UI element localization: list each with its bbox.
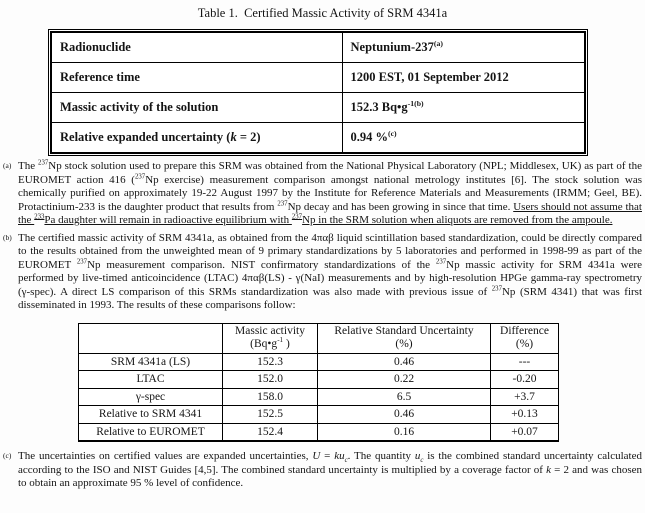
comparison-header-line: Massic activity <box>235 324 305 337</box>
comparison-header-line: (%) <box>395 338 413 350</box>
comparison-cell: 152.4 <box>223 423 318 441</box>
certification-row-value: 0.94 %$^{(c)}$ <box>342 123 585 154</box>
certification-row-label: Massic activity of the solution <box>51 93 342 123</box>
comparison-cell: LTAC <box>79 371 223 389</box>
comparison-header-row <box>79 323 559 353</box>
footnote-a <box>3 160 642 228</box>
comparison-cell: +3.7 <box>491 388 559 406</box>
comparison-table-head <box>79 323 559 353</box>
certification-row <box>51 63 585 93</box>
comparison-cell: Relative to EUROMET <box>79 423 223 441</box>
footnote-b-text: The certified massic activity of SRM 4341a, as obtained from the 4παβ liquid scintillation based standardization, could be directly compared to the results obtained from the unweighted mean of 9 primary standardizations by 5 laboratories and performed in 1998-99 as part of the EUROMET $^{237}$Np measurement comparison. NIST confirmatory standardizations of the $^{237}$Np massic activity for SRM 4341a were performed by live-timed anticoincidence (LTAC) 4παβ(LS) - γ(NaI) measurements and by high-resolution HPGe gamma-ray spectrometry (γ-spec). A direct LS comparison of this SRMs standardization was also made with previous issue of $^{237}$Np (SRM 4341) that was first disseminated in 1993. The results of these comparisons follow: <box>18 231 643 311</box>
footnote-b <box>3 232 642 313</box>
footnote-a-text: The $^{237}$Np stock solution used to prepare this SRM was obtained from the National Physical Laboratory (NPL; Middlesex, UK) as part of the EUROMET action 416 ($^{237}$Np exercise) measurement comparison amongst national metrology institutes [6]. The stock solution was chemically purified on approximately 19-22 August 1997 by the Institute for Reference Materials and Measurements (IRMM; Geel, BE). Protactinium-233 is the daughter product that results from $^{237}$Np decay and has been growing in since that time. Users should not assume that the $^{233}$Pa daughter will remain in radioactive equilibrium with $^{237}$Np in the SRM solution when aliquots are removed from the ampoule. <box>18 159 643 226</box>
comparison-row <box>79 388 559 406</box>
certification-row-value: Neptunium-237$^{(a)}$ <box>342 32 585 63</box>
certification-table-body <box>51 32 585 153</box>
comparison-header-line: ($Bq•g^{-1}$ ) <box>250 336 290 350</box>
footnote-b-marker: (b) <box>3 232 12 242</box>
comparison-cell: +0.13 <box>491 406 559 424</box>
comparison-cell: 6.5 <box>318 388 491 406</box>
comparison-header-cell <box>491 323 559 353</box>
comparison-row <box>79 406 559 424</box>
comparison-cell: 0.46 <box>318 353 491 371</box>
footnote-a-marker: (a) <box>3 161 12 170</box>
table-caption: Table 1. Certified Massic Activity of SRM 4341a <box>197 6 448 20</box>
comparison-header-line: Difference <box>500 324 549 337</box>
footnotes-section <box>3 160 642 495</box>
certification-row-label: Radionuclide <box>51 32 342 63</box>
comparison-cell: 0.22 <box>318 371 491 389</box>
certification-table-frame <box>48 29 588 156</box>
comparison-table <box>78 323 559 443</box>
certification-row <box>51 32 585 63</box>
certification-table <box>50 31 586 154</box>
comparison-cell: 152.3 <box>223 353 318 371</box>
comparison-cell: 152.0 <box>223 371 318 389</box>
comparison-cell: 158.0 <box>223 388 318 406</box>
comparison-cell: 0.16 <box>318 423 491 441</box>
certification-row-label: Reference time <box>51 63 342 93</box>
comparison-cell: Relative to SRM 4341 <box>79 406 223 424</box>
comparison-header-cell <box>223 323 318 353</box>
certification-row <box>51 123 585 154</box>
comparison-cell: +0.07 <box>491 423 559 441</box>
footnote-c <box>3 450 642 491</box>
comparison-cell: SRM 4341a (LS) <box>79 353 223 371</box>
comparison-header-line: Relative Standard Uncertainty <box>334 324 474 337</box>
comparison-row <box>79 353 559 371</box>
certification-row-value: 1200 EST, 01 September 2012 <box>342 63 585 93</box>
certification-row-label: Relative expanded uncertainty (k = 2) <box>51 123 342 154</box>
comparison-header-cell <box>318 323 491 353</box>
comparison-cell: 0.46 <box>318 406 491 424</box>
comparison-header-cell <box>79 323 223 353</box>
comparison-cell: -0.20 <box>491 371 559 389</box>
comparison-row <box>79 371 559 389</box>
footnote-c-text: The uncertainties on certified values are expanded uncertainties, $U = ku_c$. The quantity $u_c$ is the combined standard uncertainty calculated according to the ISO and NIST Guides [4,5]. The combined standard uncertainty is multiplied by a coverage factor of k = 2 and was chosen to obtain an approximate 95 % level of confidence. <box>18 450 642 489</box>
comparison-header-line: (%) <box>515 338 534 350</box>
certification-row-value: 152.3 $Bq•g^{-1(b)}$ <box>342 93 585 123</box>
footnote-c-marker: (c) <box>3 451 12 460</box>
comparison-row <box>79 423 559 441</box>
comparison-cell: 152.5 <box>223 406 318 424</box>
comparison-table-body <box>79 353 559 441</box>
comparison-cell: γ-spec <box>79 388 223 406</box>
comparison-cell: --- <box>491 353 559 371</box>
certification-row <box>51 93 585 123</box>
